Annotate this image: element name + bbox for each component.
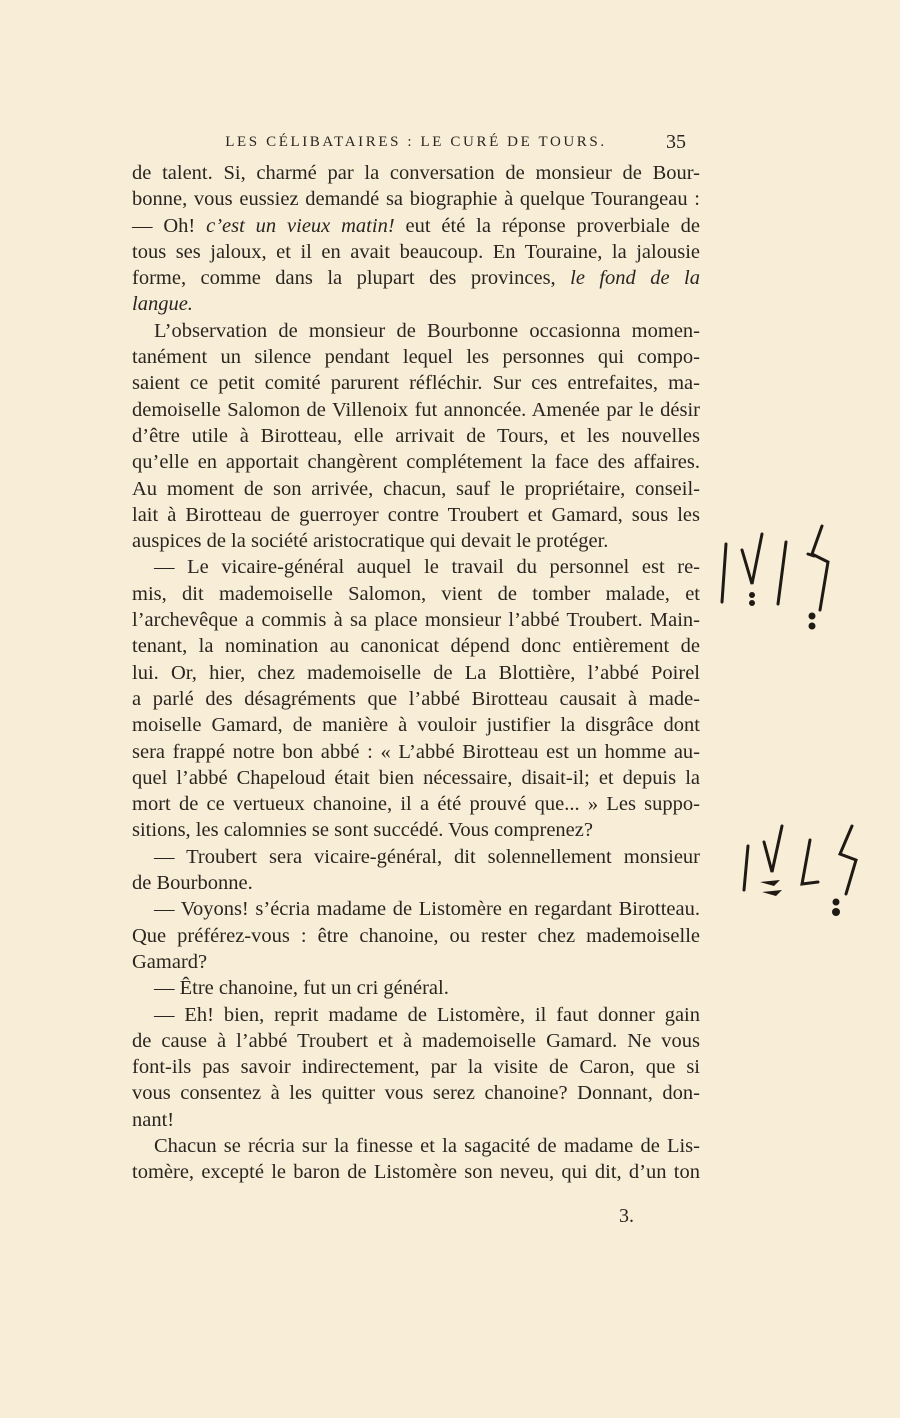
- body-text: [132, 160, 700, 1186]
- text-line: — Être chanoine, fut un cri général.: [154, 977, 449, 1000]
- text-line: L’observation de monsieur de Bourbonne occasionna momen-: [154, 319, 700, 342]
- text-line: tous ses jaloux, et il en avait beaucoup. En Touraine, la jalousie: [132, 240, 700, 263]
- text-line: bonne, vous eussiez demandé sa biographie à quelque Tourangeau :: [132, 188, 700, 211]
- text-line: moiselle Gamard, de manière à vouloir justifier la disgrâce dont: [132, 714, 700, 737]
- text-line: [132, 291, 700, 317]
- signature-mark: 3.: [619, 1205, 634, 1227]
- text-line: mis, dit mademoiselle Salomon, vient de tomber malade, et: [132, 582, 700, 605]
- text-line: Chacun se récria sur la finesse et la sagacité de madame de Lis-: [154, 1134, 700, 1157]
- text-line: d’être utile à Birotteau, elle arrivait de Tours, et les nouvelles: [132, 424, 700, 447]
- text-line: qu’elle en apportait changèrent complétement la face des affaires.: [132, 451, 700, 474]
- text-line: — Voyons! s’écria madame de Listomère en regardant Birotteau.: [154, 898, 700, 921]
- text-line: tenant, la nomination au canonicat dépend donc entièrement de: [132, 635, 700, 658]
- italic-run: le fond de la: [570, 267, 700, 290]
- text-line: auspices de la société aristocratique qui devait le protéger.: [132, 530, 609, 553]
- text-line: quel l’abbé Chapeloud était bien nécessaire, disait-il; et depuis la: [132, 766, 700, 789]
- handwritten-mark-icon: [734, 820, 874, 930]
- text-line: l’archevêque a commis à sa place monsieur l’abbé Troubert. Main-: [132, 609, 700, 632]
- text-run: — Oh!: [132, 214, 207, 237]
- text-line: tomère, excepté le baron de Listomère son neveu, qui dit, d’un ton: [132, 1161, 700, 1184]
- text-line: nant!: [132, 1108, 175, 1131]
- text-line: a parlé des désagréments que l’abbé Birotteau causait à made-: [132, 687, 700, 710]
- text-line: font-ils pas savoir indirectement, par la visite de Caron, que si: [132, 1056, 700, 1079]
- handwritten-annotation: [712, 520, 852, 630]
- text-line: [132, 213, 700, 239]
- text-line: de cause à l’abbé Troubert et à mademoiselle Gamard. Ne vous: [132, 1029, 700, 1052]
- text-line: [132, 265, 700, 291]
- text-line: — Troubert sera vicaire-général, dit solennellement monsieur: [154, 845, 700, 868]
- text-line: — Le vicaire-général auquel le travail du personnel est re-: [154, 556, 700, 579]
- text-line: de talent. Si, charmé par la conversation de monsieur de Bour-: [132, 162, 700, 184]
- text-line: Que préférez-vous : être chanoine, ou rester chez mademoiselle: [132, 924, 700, 947]
- text-line: sitions, les calomnies se sont succédé. Vous comprenez?: [132, 819, 593, 842]
- text-line: saient ce petit comité parurent réfléchir. Sur ces entrefaites, ma-: [132, 372, 700, 395]
- text-line: — Eh! bien, reprit madame de Listomère, il faut donner gain: [154, 1003, 700, 1026]
- text-line: sera frappé notre bon abbé : « L’abbé Birotteau est un homme au-: [132, 740, 700, 763]
- italic-run: c’est un vieux matin!: [206, 214, 395, 237]
- text-line: tanément un silence pendant lequel les personnes qui compo-: [132, 346, 700, 369]
- text-line: lui. Or, hier, chez mademoiselle de La Blottière, l’abbé Poirel: [132, 661, 700, 684]
- text-run: forme, comme dans la plupart des provinces,: [132, 267, 571, 290]
- running-head: LES CÉLIBATAIRES : LE CURÉ DE TOURS.: [225, 134, 607, 150]
- text-line: de Bourbonne.: [132, 872, 253, 895]
- text-line: lait à Birotteau de guerroyer contre Troubert et Gamard, sous les: [132, 503, 700, 526]
- page-number: 35: [666, 131, 686, 153]
- italic-run: langue.: [132, 293, 193, 316]
- text-line: vous consentez à les quitter vous serez chanoine? Donnant, don-: [132, 1082, 700, 1105]
- handwritten-annotation: [734, 820, 874, 930]
- text-line: demoiselle Salomon de Villenoix fut annoncée. Amenée par le désir: [132, 398, 700, 421]
- handwritten-mark-icon: [712, 520, 852, 630]
- text-line: mort de ce vertueux chanoine, il a été prouvé que... » Les suppo-: [132, 793, 700, 816]
- text-run: eut été la réponse proverbiale de: [394, 214, 700, 237]
- text-line: Gamard?: [132, 950, 208, 973]
- text-line: Au moment de son arrivée, chacun, sauf le propriétaire, conseil-: [132, 477, 700, 500]
